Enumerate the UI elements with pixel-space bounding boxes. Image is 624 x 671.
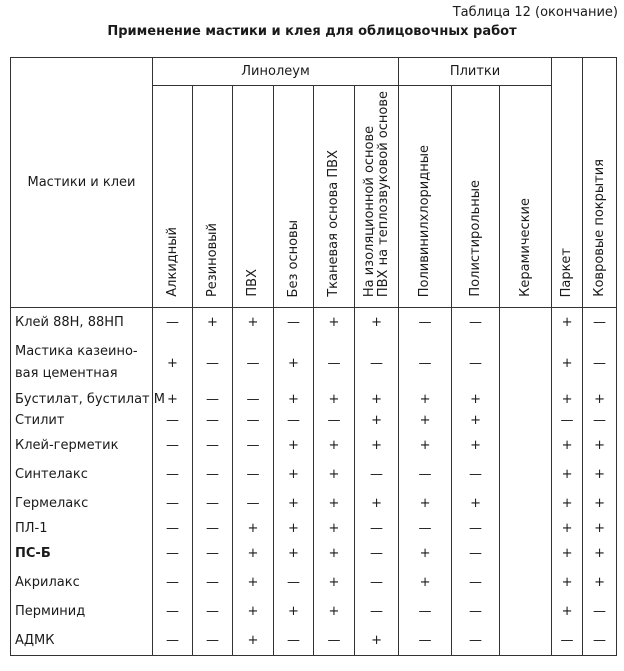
table-cell (500, 626, 552, 656)
table-cell: — (399, 308, 452, 338)
table-cell: — (399, 460, 452, 489)
column-header (274, 86, 314, 308)
table-cell (500, 568, 552, 597)
column-header (552, 58, 583, 308)
table-cell: — (153, 460, 193, 489)
table-cell: — (583, 337, 617, 389)
group-tiles: Плитки (399, 58, 552, 86)
row-name: Гермелакс (11, 489, 153, 518)
table-cell: — (355, 337, 399, 389)
row-name: АДМК (11, 626, 153, 656)
table-cell: + (355, 308, 399, 338)
column-header-label: Поливинилхлоридные (417, 144, 433, 297)
table-row (11, 518, 617, 539)
table-cell: + (583, 389, 617, 410)
table-cell: + (153, 389, 193, 410)
row-name: Акрилакс (11, 568, 153, 597)
row-header-label: Мастики и клеи (27, 175, 136, 190)
table-cell: — (355, 460, 399, 489)
table-cell: — (355, 597, 399, 626)
table-cell: + (583, 489, 617, 518)
table-cell: + (314, 431, 355, 460)
table-cell: — (153, 308, 193, 338)
table-cell: + (552, 431, 583, 460)
table-cell: — (274, 308, 314, 338)
table-row (11, 568, 617, 597)
row-name: Мастика казеино- вая цементная (11, 337, 153, 389)
table-cell: — (233, 489, 274, 518)
table-cell: + (314, 389, 355, 410)
column-header (314, 86, 355, 308)
table-cell: + (583, 431, 617, 460)
table-cell: + (452, 410, 500, 431)
table-cell: — (153, 410, 193, 431)
table-title: Применение мастики и клея для облицовочных работ (107, 24, 517, 39)
table-cell: — (153, 518, 193, 539)
table-cell: — (153, 489, 193, 518)
table-cell: + (552, 337, 583, 389)
table-cell: + (399, 568, 452, 597)
table-cell: — (355, 568, 399, 597)
table-cell: + (399, 389, 452, 410)
table-cell (500, 489, 552, 518)
table-cell: — (399, 597, 452, 626)
table-cell: + (314, 539, 355, 568)
column-header-label: ПВХ (245, 269, 260, 297)
table-cell: — (314, 626, 355, 656)
table-cell: — (233, 460, 274, 489)
table-cell (500, 460, 552, 489)
row-name: ПС-Б (11, 539, 153, 568)
table-cell: — (193, 626, 233, 656)
table-cell (500, 597, 552, 626)
table-cell: + (314, 308, 355, 338)
table-cell: — (233, 337, 274, 389)
column-header-label: Паркет (559, 247, 575, 297)
table-cell: + (153, 337, 193, 389)
table-cell: — (233, 410, 274, 431)
table-cell: + (274, 597, 314, 626)
table-cell: + (399, 431, 452, 460)
table-row (11, 389, 617, 410)
column-header-label: Тканевая основа ПВХ (326, 150, 341, 297)
table-cell: — (193, 518, 233, 539)
column-header (233, 86, 274, 308)
table-cell: + (552, 568, 583, 597)
table-cell: — (399, 337, 452, 389)
table-cell: + (314, 568, 355, 597)
table-cell (500, 337, 552, 389)
table-cell: — (583, 410, 617, 431)
table-cell: + (233, 518, 274, 539)
table-cell: — (274, 568, 314, 597)
table-cell: — (452, 539, 500, 568)
table-cell: — (552, 410, 583, 431)
table-cell: + (274, 431, 314, 460)
table-cell: + (552, 597, 583, 626)
table-cell: — (193, 539, 233, 568)
table-cell (500, 389, 552, 410)
table-cell: + (552, 308, 583, 338)
table-cell: + (399, 410, 452, 431)
table-cell: + (552, 460, 583, 489)
table-cell: + (399, 489, 452, 518)
column-header (193, 86, 233, 308)
table-cell: — (355, 518, 399, 539)
column-header (399, 86, 452, 308)
table-row (11, 410, 617, 431)
table-cell: — (355, 539, 399, 568)
table-cell: — (274, 410, 314, 431)
table-cell: — (583, 626, 617, 656)
row-name: Стилит (11, 410, 153, 431)
table-cell: — (193, 410, 233, 431)
table-cell: — (399, 626, 452, 656)
table-cell: + (452, 431, 500, 460)
table-row (11, 489, 617, 518)
table-cell: + (233, 568, 274, 597)
table-cell: + (355, 389, 399, 410)
table-cell: + (583, 518, 617, 539)
table-cell: + (552, 518, 583, 539)
table-cell: — (193, 489, 233, 518)
table-cell: + (193, 308, 233, 338)
table-cell (500, 308, 552, 338)
table-cell: — (452, 308, 500, 338)
table-cell (500, 431, 552, 460)
table-cell: — (452, 597, 500, 626)
table-cell: — (193, 389, 233, 410)
table-row (11, 337, 617, 389)
table-cell: + (233, 539, 274, 568)
column-header-label: Полистирольные (467, 180, 483, 297)
table-cell: + (274, 337, 314, 389)
table-cell: — (153, 431, 193, 460)
table-cell: — (153, 539, 193, 568)
column-header-label: Керамические (517, 198, 533, 297)
table-cell: + (355, 489, 399, 518)
table-cell: + (355, 431, 399, 460)
table-row (11, 460, 617, 489)
table-cell: — (314, 410, 355, 431)
row-name: Клей-герметик (11, 431, 153, 460)
column-header-label: Ковровые покрытия (591, 159, 607, 297)
column-header (452, 86, 500, 308)
table-cell: + (274, 518, 314, 539)
column-header-label: На изоляционной основе ПВХ на теплозвуковой основе (361, 90, 391, 297)
table-cell: — (552, 626, 583, 656)
table-body (11, 308, 617, 656)
table-cell: — (193, 431, 233, 460)
table-cell: + (314, 460, 355, 489)
table-cell: + (452, 489, 500, 518)
table-cell: + (233, 626, 274, 656)
table-cell: — (193, 568, 233, 597)
table-row (11, 597, 617, 626)
table-cell: — (452, 626, 500, 656)
table-row (11, 431, 617, 460)
table-cell: + (552, 539, 583, 568)
column-header (500, 86, 552, 308)
column-header-label: Без основы (285, 219, 301, 297)
table-cell (500, 539, 552, 568)
table-cell: — (193, 460, 233, 489)
adhesives-table (10, 57, 617, 656)
table-cell: + (314, 597, 355, 626)
table-cell (500, 410, 552, 431)
table-cell: — (583, 597, 617, 626)
row-name: Клей 88Н, 88НП (11, 308, 153, 338)
table-cell: + (274, 460, 314, 489)
table-cell: — (452, 460, 500, 489)
row-header (11, 58, 153, 308)
table-cell: — (274, 626, 314, 656)
table-cell: — (452, 337, 500, 389)
table-cell: + (552, 389, 583, 410)
table-cell: + (399, 539, 452, 568)
row-name: Бустилат, бустилат М (11, 389, 153, 410)
table-cell: — (233, 389, 274, 410)
table-row (11, 308, 617, 338)
table-row (11, 626, 617, 656)
group-linoleum: Линолеум (153, 58, 399, 86)
row-name: Перминид (11, 597, 153, 626)
table-cell: — (233, 431, 274, 460)
table-cell: — (153, 597, 193, 626)
table-cell: + (274, 389, 314, 410)
table-cell: + (355, 410, 399, 431)
table-cell: + (452, 389, 500, 410)
table-cell: — (314, 337, 355, 389)
table-row (11, 539, 617, 568)
table-cell: + (583, 460, 617, 489)
table-cell: — (153, 568, 193, 597)
table-cell: — (193, 597, 233, 626)
table-cell: + (314, 489, 355, 518)
table-cell (500, 518, 552, 539)
table-cell: + (233, 308, 274, 338)
table-cell: — (153, 626, 193, 656)
table-cell: — (452, 518, 500, 539)
table-cell: — (399, 518, 452, 539)
table-cell: — (452, 568, 500, 597)
table-cell: + (314, 518, 355, 539)
table-cell: — (583, 308, 617, 338)
column-header-label: Резиновый (204, 222, 220, 297)
column-header-label: Алкидный (164, 227, 180, 297)
table-cell: + (583, 568, 617, 597)
row-name: ПЛ-1 (11, 518, 153, 539)
row-name: Синтелакс (11, 460, 153, 489)
table-cell: + (355, 626, 399, 656)
table-caption: Таблица 12 (окончание) (452, 5, 618, 20)
table-cell: + (233, 597, 274, 626)
table-cell: + (583, 539, 617, 568)
table-cell: + (274, 489, 314, 518)
column-header (583, 58, 617, 308)
column-header (355, 86, 399, 308)
table-cell: + (552, 489, 583, 518)
table-cell: — (193, 337, 233, 389)
column-header (153, 86, 193, 308)
table-cell: + (274, 539, 314, 568)
